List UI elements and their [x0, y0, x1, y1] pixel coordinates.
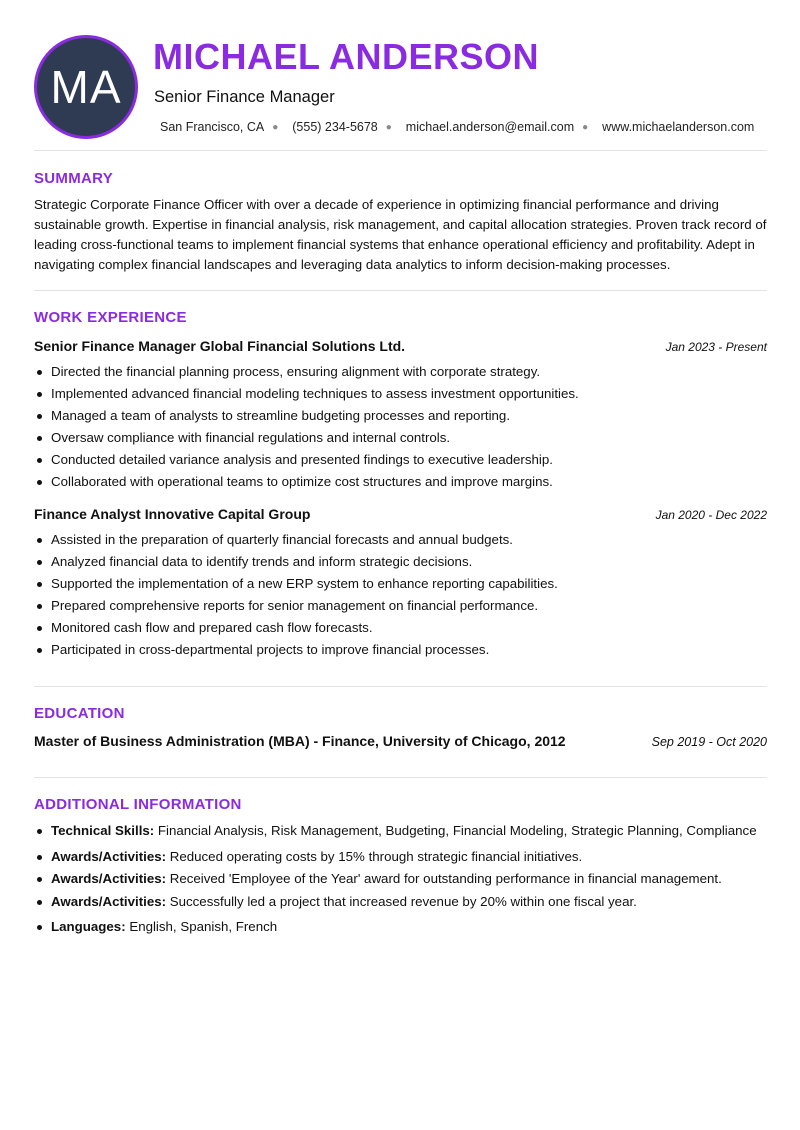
job-title-company: Senior Finance Manager Global Financial Solutions Ltd.	[34, 338, 406, 354]
job-title: Senior Finance Manager	[154, 88, 335, 106]
contact-location: San Francisco, CA	[160, 120, 265, 134]
degree: Master of Business Administration (MBA) - Finance, University of Chicago, 2012	[34, 733, 566, 749]
list-item	[34, 868, 767, 891]
contact-email[interactable]: michael.anderson@email.com	[405, 120, 575, 134]
additional-list	[34, 820, 767, 939]
job-bullets	[34, 529, 767, 661]
list-item: Monitored cash flow and prepared cash flow forecasts.	[34, 617, 767, 639]
item-text: English, Spanish, French	[125, 919, 278, 934]
list-item: Directed the financial planning process, ensuring alignment with corporate strategy.	[34, 361, 767, 383]
item-label: Awards/Activities:	[51, 871, 167, 886]
experience-heading: WORK EXPERIENCE	[34, 309, 187, 326]
contact-line	[160, 120, 754, 134]
separator-dot-icon: ●	[582, 121, 589, 133]
education-entry	[34, 733, 767, 749]
list-item: Supported the implementation of a new ERP system to enhance reporting capabilities.	[34, 573, 767, 595]
contact-phone: (555) 234-5678	[292, 120, 378, 134]
item-text: Financial Analysis, Risk Management, Budgeting, Financial Modeling, Strategic Planning, Compliance	[154, 823, 757, 838]
avatar-initials: MA	[50, 61, 122, 113]
summary-text: Strategic Corporate Finance Officer with over a decade of experience in optimizing financial performance and driving sustainable growth. Expertise in financial analysis, risk management, and capital allocation strategies. Proven track record of leading cross-functional teams to implement financial systems that enhance operational efficiency and profitability. Adept in navigating complex financial landscapes and leveraging data analytics to inform decision-making processes.	[34, 197, 767, 272]
job-dates: Jan 2023 - Present	[665, 340, 767, 354]
list-item	[34, 820, 767, 843]
item-label: Languages:	[51, 919, 126, 934]
summary-heading: SUMMARY	[34, 170, 114, 187]
divider	[34, 686, 767, 687]
separator-dot-icon: ●	[272, 121, 279, 133]
divider	[34, 290, 767, 291]
additional-heading: ADDITIONAL INFORMATION	[34, 796, 242, 813]
candidate-name: MICHAEL ANDERSON	[153, 36, 540, 77]
list-item	[34, 891, 767, 914]
education-dates: Sep 2019 - Oct 2020	[651, 735, 767, 749]
avatar	[34, 35, 138, 139]
divider	[34, 777, 767, 778]
education-heading: EDUCATION	[34, 705, 125, 722]
item-label: Awards/Activities:	[51, 893, 167, 909]
item-text: Successfully led a project that increased revenue by 20% within one fiscal year.	[166, 893, 637, 909]
list-item: Analyzed financial data to identify trends and inform strategic decisions.	[34, 551, 767, 573]
list-item: Implemented advanced financial modeling techniques to assess investment opportunities.	[34, 383, 767, 405]
list-item: Oversaw compliance with financial regulations and internal controls.	[34, 427, 767, 449]
item-text: Received 'Employee of the Year' award for outstanding performance in financial management.	[166, 871, 722, 886]
list-item: Prepared comprehensive reports for senior management on financial performance.	[34, 595, 767, 617]
job-header	[34, 338, 767, 354]
list-item: Managed a team of analysts to streamline budgeting processes and reporting.	[34, 405, 767, 427]
job-header	[34, 506, 767, 522]
list-item: Collaborated with operational teams to optimize cost structures and improve margins.	[34, 471, 767, 493]
job-dates: Jan 2020 - Dec 2022	[655, 508, 767, 522]
divider	[34, 150, 767, 151]
item-label: Technical Skills:	[51, 823, 155, 838]
list-item	[34, 846, 767, 869]
contact-website[interactable]: www.michaelanderson.com	[602, 120, 755, 134]
item-text: Reduced operating costs by 15% through strategic financial initiatives.	[166, 848, 583, 864]
job-bullets	[34, 361, 767, 493]
separator-dot-icon: ●	[385, 121, 392, 133]
list-item	[34, 916, 767, 939]
list-item: Conducted detailed variance analysis and presented findings to executive leadership.	[34, 449, 767, 471]
item-label: Awards/Activities:	[51, 848, 167, 864]
list-item: Assisted in the preparation of quarterly financial forecasts and annual budgets.	[34, 529, 767, 551]
list-item: Participated in cross-departmental projects to improve financial processes.	[34, 639, 767, 661]
job-title-company: Finance Analyst Innovative Capital Group	[34, 506, 311, 522]
